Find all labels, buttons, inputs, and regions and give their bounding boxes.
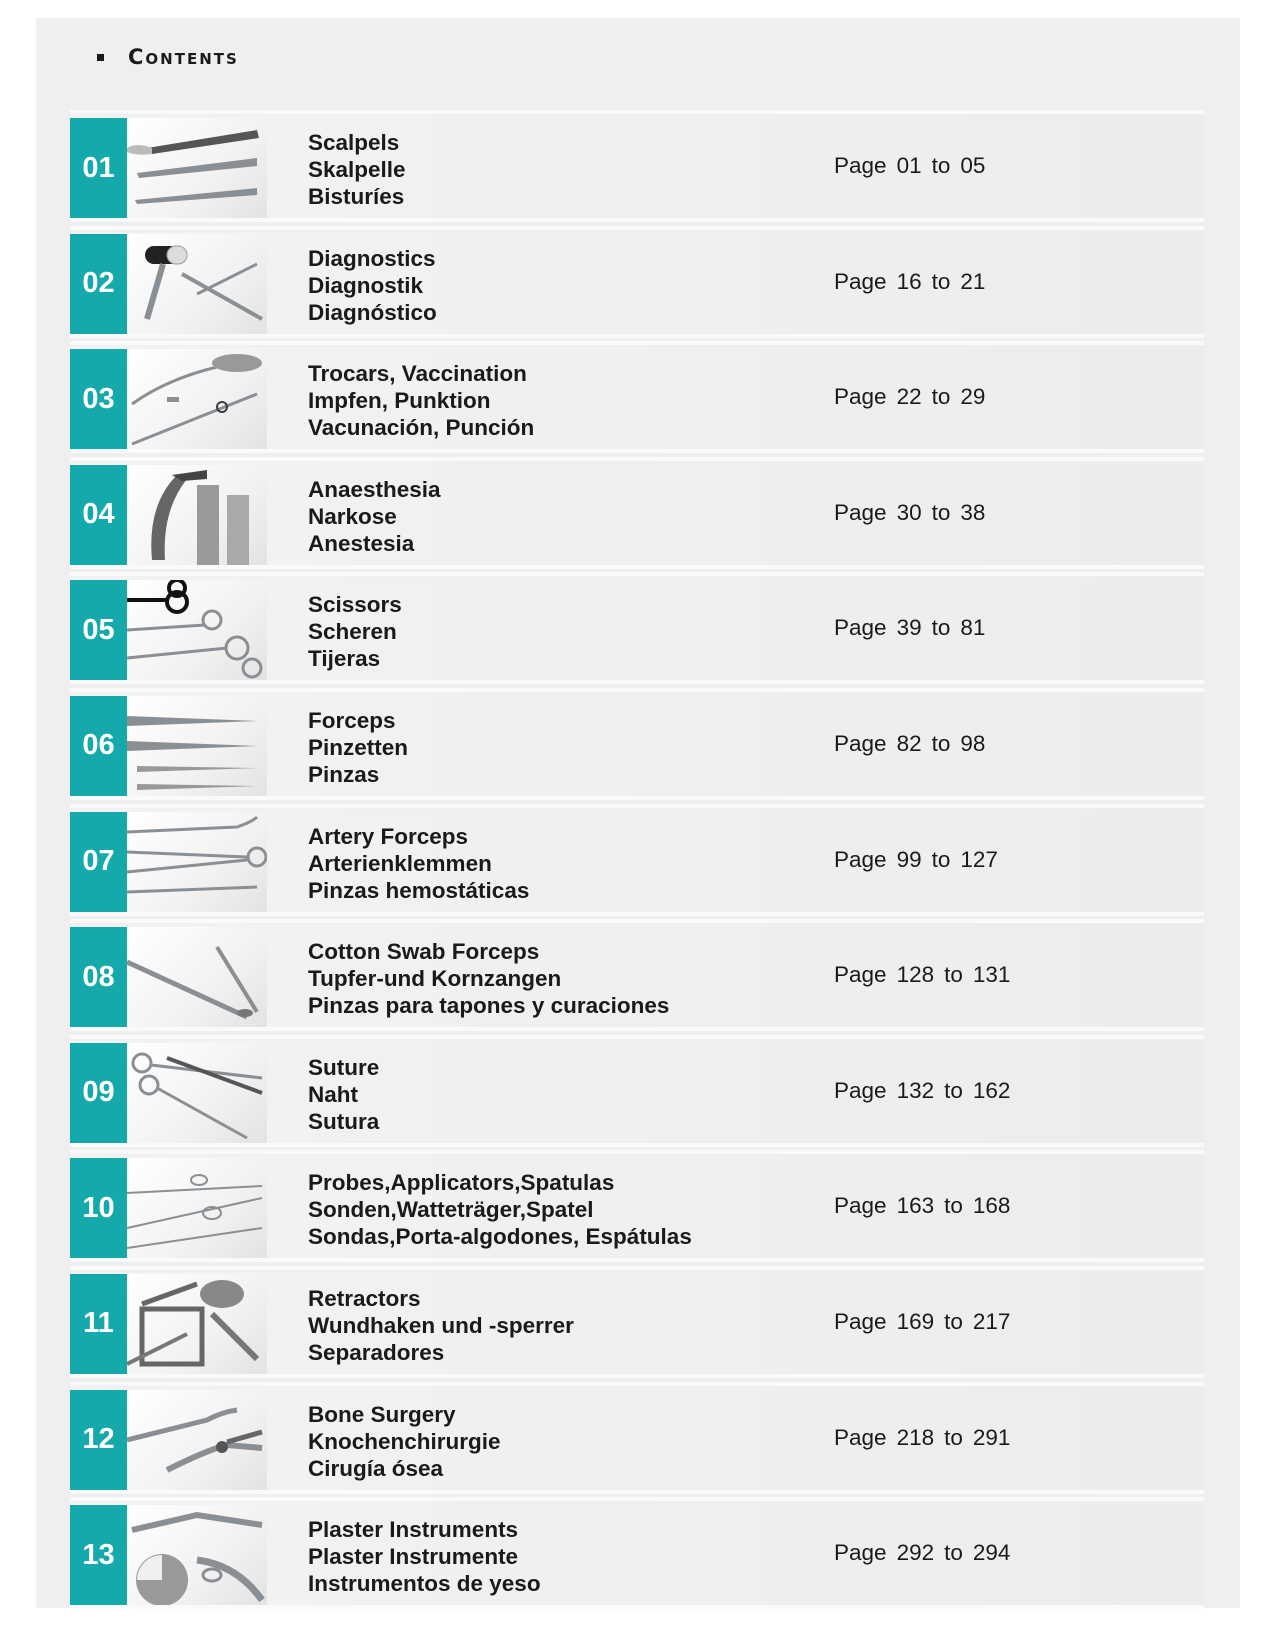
page-to: 98 xyxy=(960,730,986,756)
section-title-en: Cotton Swab Forceps xyxy=(308,939,540,965)
page-to-label: to xyxy=(931,153,951,178)
contents-row-10[interactable] xyxy=(70,1155,1204,1262)
contents-row-04[interactable] xyxy=(70,462,1204,569)
section-title-es: Bisturíes xyxy=(308,184,405,209)
section-thumbnail xyxy=(127,234,267,334)
section-title-es: Cirugía ósea xyxy=(308,1455,444,1481)
section-title-es: Pinzas hemostáticas xyxy=(308,877,530,903)
contents-row-11[interactable] xyxy=(70,1271,1204,1378)
section-titles xyxy=(308,591,402,672)
contents-row-06[interactable] xyxy=(70,693,1204,800)
section-titles xyxy=(308,1285,574,1366)
trocar-icon xyxy=(127,349,267,449)
section-number: 05 xyxy=(70,580,127,680)
page-to: 38 xyxy=(960,499,986,525)
section-thumbnail xyxy=(127,349,267,449)
page-range xyxy=(834,847,1008,873)
section-titles xyxy=(308,129,406,210)
page-from: 30 xyxy=(896,499,922,525)
page-to-label: to xyxy=(944,1308,963,1334)
page-label: Page xyxy=(834,1424,887,1450)
section-title-de: Plaster Instrumente xyxy=(308,1544,519,1570)
contents-list xyxy=(70,115,1204,1618)
section-titles xyxy=(308,476,441,557)
section-thumbnail xyxy=(127,118,267,218)
bullet-icon xyxy=(97,54,104,61)
contents-row-02[interactable] xyxy=(70,231,1204,338)
page-from: 01 xyxy=(896,153,922,178)
section-thumbnail xyxy=(127,1043,267,1143)
section-title-de: Scheren xyxy=(308,619,397,645)
page-to: 217 xyxy=(972,1308,1011,1334)
contents-row-08[interactable] xyxy=(70,924,1204,1031)
contents-row-05[interactable] xyxy=(70,577,1204,684)
page-label: Page xyxy=(834,1308,887,1334)
section-number: 09 xyxy=(70,1043,127,1143)
page-range xyxy=(834,153,995,179)
page-to-label: to xyxy=(944,1424,963,1450)
page-label: Page xyxy=(834,1193,887,1219)
section-number: 06 xyxy=(70,696,127,796)
page-label: Page xyxy=(834,730,887,756)
section-number: 08 xyxy=(70,927,127,1027)
section-title-de: Skalpelle xyxy=(308,157,406,182)
section-titles xyxy=(308,823,529,904)
page-from: 99 xyxy=(896,846,922,872)
page-range xyxy=(834,615,995,641)
page-title: Contents xyxy=(128,45,239,69)
page-from: 218 xyxy=(896,1424,935,1450)
section-thumbnail xyxy=(127,1158,267,1258)
section-thumbnail xyxy=(127,465,267,565)
page-label: Page xyxy=(834,962,887,988)
page-label: Page xyxy=(834,268,887,294)
page-range xyxy=(834,1425,1020,1451)
page-range xyxy=(834,1540,1020,1566)
page-to: 168 xyxy=(972,1193,1011,1219)
section-title-en: Retractors xyxy=(308,1285,421,1311)
section-thumbnail xyxy=(127,927,267,1027)
section-number: 11 xyxy=(70,1274,127,1374)
section-title-en: Bone Surgery xyxy=(308,1401,456,1427)
section-title-en: Plaster Instruments xyxy=(308,1517,519,1543)
page-to-label: to xyxy=(944,1077,963,1103)
section-titles xyxy=(308,938,669,1019)
section-number: 12 xyxy=(70,1390,127,1490)
section-titles xyxy=(308,1054,379,1135)
forceps-icon xyxy=(127,696,267,796)
page-to-label: to xyxy=(931,268,951,294)
section-thumbnail xyxy=(127,1390,267,1490)
section-number: 13 xyxy=(70,1505,127,1605)
section-thumbnail xyxy=(127,580,267,680)
section-title-es: Sondas,Porta-algodones, Espátulas xyxy=(308,1224,692,1250)
page-to: 294 xyxy=(972,1540,1011,1566)
section-title-en: Trocars, Vaccination xyxy=(308,361,527,387)
page-to-label: to xyxy=(931,499,951,525)
page-to-label: to xyxy=(931,846,951,872)
section-title-en: Anaesthesia xyxy=(308,476,441,502)
section-titles xyxy=(308,360,534,441)
page-to-label: to xyxy=(944,1193,963,1219)
scissors-icon xyxy=(127,580,267,680)
section-title-de: Tupfer-und Kornzangen xyxy=(308,966,562,992)
page-from: 39 xyxy=(896,615,922,641)
section-title-es: Instrumentos de yeso xyxy=(308,1571,541,1597)
page-to: 21 xyxy=(960,268,986,294)
contents-row-07[interactable] xyxy=(70,809,1204,916)
section-title-es: Diagnóstico xyxy=(308,299,437,325)
page-range xyxy=(834,1309,1020,1335)
section-title-de: Naht xyxy=(308,1081,358,1107)
page-label: Page xyxy=(834,384,887,410)
swab-forceps-icon xyxy=(127,927,267,1027)
laryngoscope-icon xyxy=(127,465,267,565)
section-titles xyxy=(308,1169,692,1250)
page-to-label: to xyxy=(931,384,951,410)
section-titles xyxy=(308,707,408,788)
page-range xyxy=(834,269,995,295)
contents-row-01[interactable] xyxy=(70,115,1204,222)
page-label: Page xyxy=(834,615,887,641)
page-from: 16 xyxy=(896,268,922,294)
section-title-en: Forceps xyxy=(308,707,396,733)
page-to-label: to xyxy=(931,730,951,756)
page-from: 128 xyxy=(896,962,935,988)
section-number: 04 xyxy=(70,465,127,565)
section-title-en: Diagnostics xyxy=(308,245,436,271)
section-number: 07 xyxy=(70,812,127,912)
page-to: 162 xyxy=(972,1077,1011,1103)
section-title-es: Tijeras xyxy=(308,646,381,672)
page-label: Page xyxy=(834,499,887,525)
section-title-de: Pinzetten xyxy=(308,734,409,760)
page-range xyxy=(834,731,995,757)
page-range xyxy=(834,962,1020,988)
section-titles xyxy=(308,245,437,326)
section-number: 01 xyxy=(70,118,127,218)
section-title-en: Scissors xyxy=(308,592,402,618)
page-from: 22 xyxy=(896,384,922,410)
page-to-label: to xyxy=(931,615,951,641)
page-range xyxy=(834,500,995,526)
section-title-es: Sutura xyxy=(308,1108,380,1134)
section-number: 02 xyxy=(70,234,127,334)
page-to: 131 xyxy=(972,962,1011,988)
section-title-de: Arterienklemmen xyxy=(308,850,492,876)
section-title-es: Separadores xyxy=(308,1339,445,1365)
artery-forceps-icon xyxy=(127,812,267,912)
reflex-hammer-icon xyxy=(127,234,267,334)
section-number: 03 xyxy=(70,349,127,449)
section-title-es: Pinzas xyxy=(308,761,380,787)
plaster-instrument-icon xyxy=(127,1505,267,1605)
retractor-icon xyxy=(127,1274,267,1374)
section-thumbnail xyxy=(127,1274,267,1374)
contents-row-03[interactable] xyxy=(70,346,1204,453)
page-from: 169 xyxy=(896,1308,935,1334)
page-from: 163 xyxy=(896,1193,935,1219)
section-title-de: Wundhaken und -sperrer xyxy=(308,1312,574,1338)
section-title-es: Anestesia xyxy=(308,530,415,556)
page-to-label: to xyxy=(944,962,963,988)
contents-row-12[interactable] xyxy=(70,1387,1204,1494)
section-title-en: Scalpels xyxy=(308,130,400,155)
section-thumbnail xyxy=(127,1505,267,1605)
section-thumbnail xyxy=(127,812,267,912)
section-title-en: Artery Forceps xyxy=(308,823,469,849)
page-from: 82 xyxy=(896,730,922,756)
section-number: 10 xyxy=(70,1158,127,1258)
needle-holder-icon xyxy=(127,1043,267,1143)
scalpel-icon xyxy=(127,118,267,218)
section-title-es: Vacunación, Punción xyxy=(308,415,535,441)
section-thumbnail xyxy=(127,696,267,796)
probe-icon xyxy=(127,1158,267,1258)
section-title-de: Diagnostik xyxy=(308,272,424,298)
section-title-en: Suture xyxy=(308,1054,380,1080)
page-label: Page xyxy=(834,1540,887,1566)
page-from: 132 xyxy=(896,1077,935,1103)
page-to: 291 xyxy=(972,1424,1011,1450)
contents-row-09[interactable] xyxy=(70,1040,1204,1147)
page-from: 292 xyxy=(896,1540,935,1566)
page-to: 81 xyxy=(960,615,986,641)
contents-row-13[interactable] xyxy=(70,1502,1204,1609)
contents-heading xyxy=(97,42,239,72)
page-to: 29 xyxy=(960,384,986,410)
page-to: 127 xyxy=(960,846,998,872)
page-range xyxy=(834,1193,1020,1219)
section-title-de: Impfen, Punktion xyxy=(308,388,491,414)
page-to-label: to xyxy=(944,1540,963,1566)
page-label: Page xyxy=(834,846,887,872)
page-range xyxy=(834,1078,1020,1104)
page-to: 05 xyxy=(960,153,986,178)
section-title-de: Sonden,Watteträger,Spatel xyxy=(308,1197,594,1223)
section-titles xyxy=(308,1516,541,1597)
section-titles xyxy=(308,1401,501,1482)
section-title-en: Probes,Applicators,Spatulas xyxy=(308,1170,615,1196)
page-label: Page xyxy=(834,153,887,178)
page-range xyxy=(834,384,995,410)
bone-cutter-icon xyxy=(127,1390,267,1490)
section-title-de: Knochenchirurgie xyxy=(308,1428,501,1454)
section-title-de: Narkose xyxy=(308,503,397,529)
section-title-es: Pinzas para tapones y curaciones xyxy=(308,993,670,1019)
page-label: Page xyxy=(834,1077,887,1103)
